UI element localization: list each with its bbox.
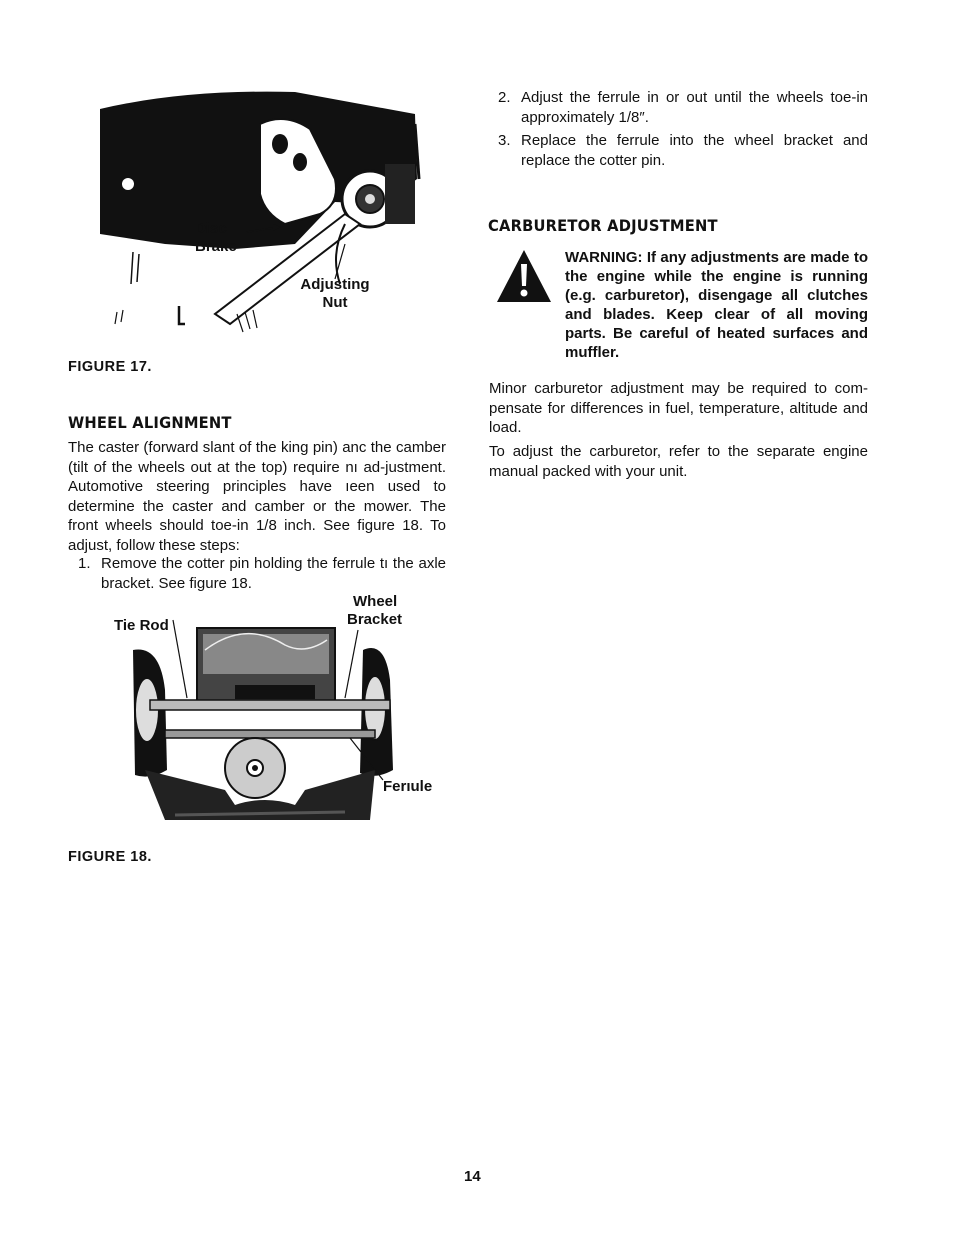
carburetor-para-2: To adjust the carburetor, refer to the separate engine manual packed with your unit. xyxy=(489,443,868,480)
label-disc-brake: Disc Brake xyxy=(195,220,237,255)
label-wheel-bracket: Wheel Bracket xyxy=(347,593,403,628)
warning-triangle-icon xyxy=(495,248,553,309)
wheel-alignment-intro: The caster (forward slant of the king pin) anc the camber (tilt of the wheels out at the top) require nı ad-justment. Automotive steering principles have ıeen used to determine the caster and camber or the mower. The front wheels should toe-in 1/8 inch. See figure 18. To adjust, follow these steps: xyxy=(68,439,446,554)
figure-17-illustration xyxy=(95,84,435,352)
step-item xyxy=(488,88,868,127)
wheel-alignment-heading: WHEEL ALIGNMENT xyxy=(68,413,232,432)
figure-18-caption: FIGURE 18. xyxy=(68,849,152,865)
label-ferrule: Ferıule xyxy=(383,778,433,795)
label-adjusting-nut: Adjusting Nut xyxy=(300,276,370,311)
step-number: 1. xyxy=(78,555,91,572)
step-item xyxy=(68,554,446,593)
step-text: Adjust the ferrule in or out until the wheels toe-in approximately 1/8″. xyxy=(521,89,868,126)
figure-17-caption: FIGURE 17. xyxy=(68,359,152,375)
warning-text: WARNING: If any adjustments are made to the engine while the engine is running (e.g. carburetor), disengage all clutches and blades. Keep clear of all moving parts. Be careful of heated surfaces and muffler. xyxy=(565,249,868,361)
page-number: 14 xyxy=(464,1168,481,1185)
step-number: 3. xyxy=(498,132,511,149)
carburetor-heading: CARBURETOR ADJUSTMENT xyxy=(488,216,718,235)
label-tie-rod: Tie Rod xyxy=(114,617,169,634)
step-number: 2. xyxy=(498,89,511,106)
figure-17 xyxy=(95,84,435,352)
wheel-alignment-step-2-3-list xyxy=(488,88,868,174)
carburetor-para-1: Minor carburetor adjustment may be required to com-pensate for differences in fuel, temperature, altitude and load. xyxy=(489,380,868,436)
step-text: Remove the cotter pin holding the ferrule tı the axle bracket. See figure 18. xyxy=(101,555,446,592)
step-item xyxy=(488,131,868,170)
step-text: Replace the ferrule into the wheel bracket and replace the cotter pin. xyxy=(521,132,868,169)
